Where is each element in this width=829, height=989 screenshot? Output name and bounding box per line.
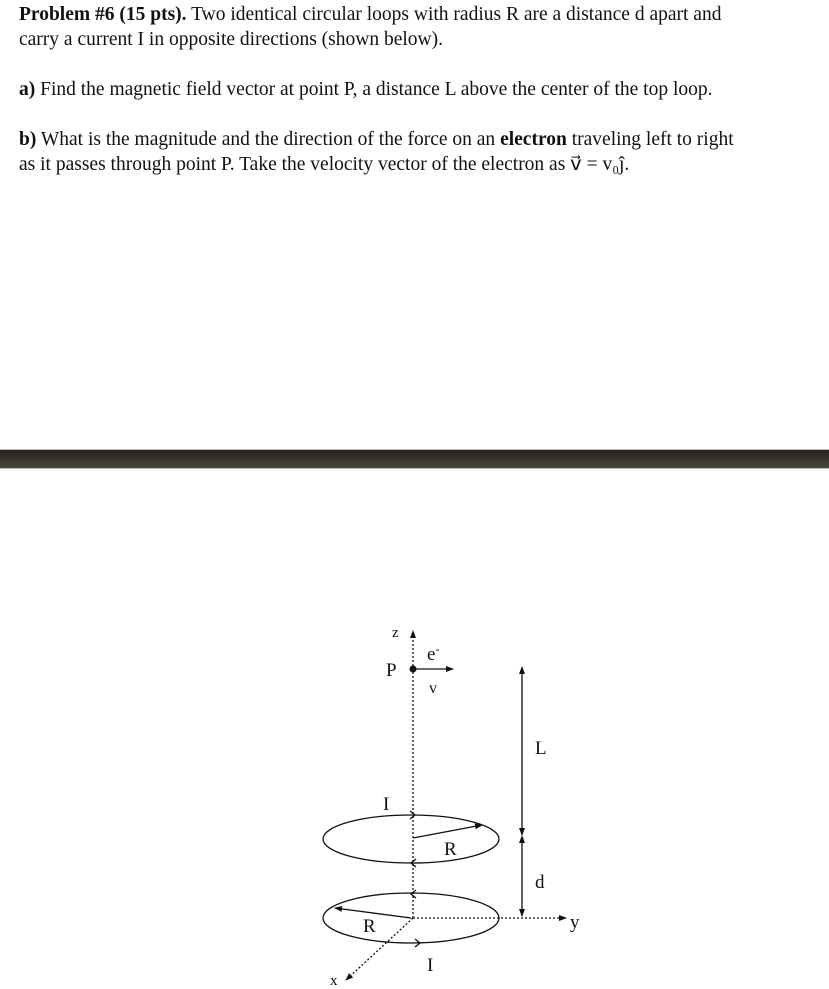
z-label: z: [392, 625, 399, 641]
radius-top-arrow: [413, 825, 482, 838]
y-label: y: [570, 912, 580, 933]
part-a-label: a): [19, 79, 36, 100]
part-b-label: b): [19, 129, 37, 150]
d-label: d: [535, 872, 545, 893]
intro-text: Two identical circular loops with radius R are a distance d apart and: [191, 4, 722, 25]
velocity-label: v: [429, 680, 437, 697]
part-b-text-2: traveling left to right: [571, 129, 734, 150]
x-axis: [346, 918, 413, 980]
electron-bold: electron: [500, 129, 567, 150]
P-label: P: [386, 660, 397, 681]
part-a-text: Find the magnetic field vector at point P, a distance L above the center of the top loop.: [40, 79, 713, 100]
part-b-line-2: as it passes through point P. Take the velocity vector of the electron as v⃗ = v₀ĵ.: [19, 154, 630, 175]
x-label: x: [330, 973, 338, 989]
part-b-text: What is the magnitude and the direction of the force on an: [40, 129, 496, 150]
radius-top-label: R: [444, 839, 457, 860]
point-P-dot: [410, 666, 417, 673]
top-loop: [323, 815, 499, 863]
problem-line-2: carry a current I in opposite directions (shown below).: [19, 29, 443, 50]
current-top-label: I: [383, 794, 390, 815]
problem-title: Problem #6 (15 pts).: [19, 4, 187, 25]
current-bottom-label: I: [427, 955, 434, 976]
radius-bottom-label: R: [363, 916, 376, 937]
electron-label: e-: [427, 642, 440, 665]
L-label: L: [535, 738, 547, 759]
